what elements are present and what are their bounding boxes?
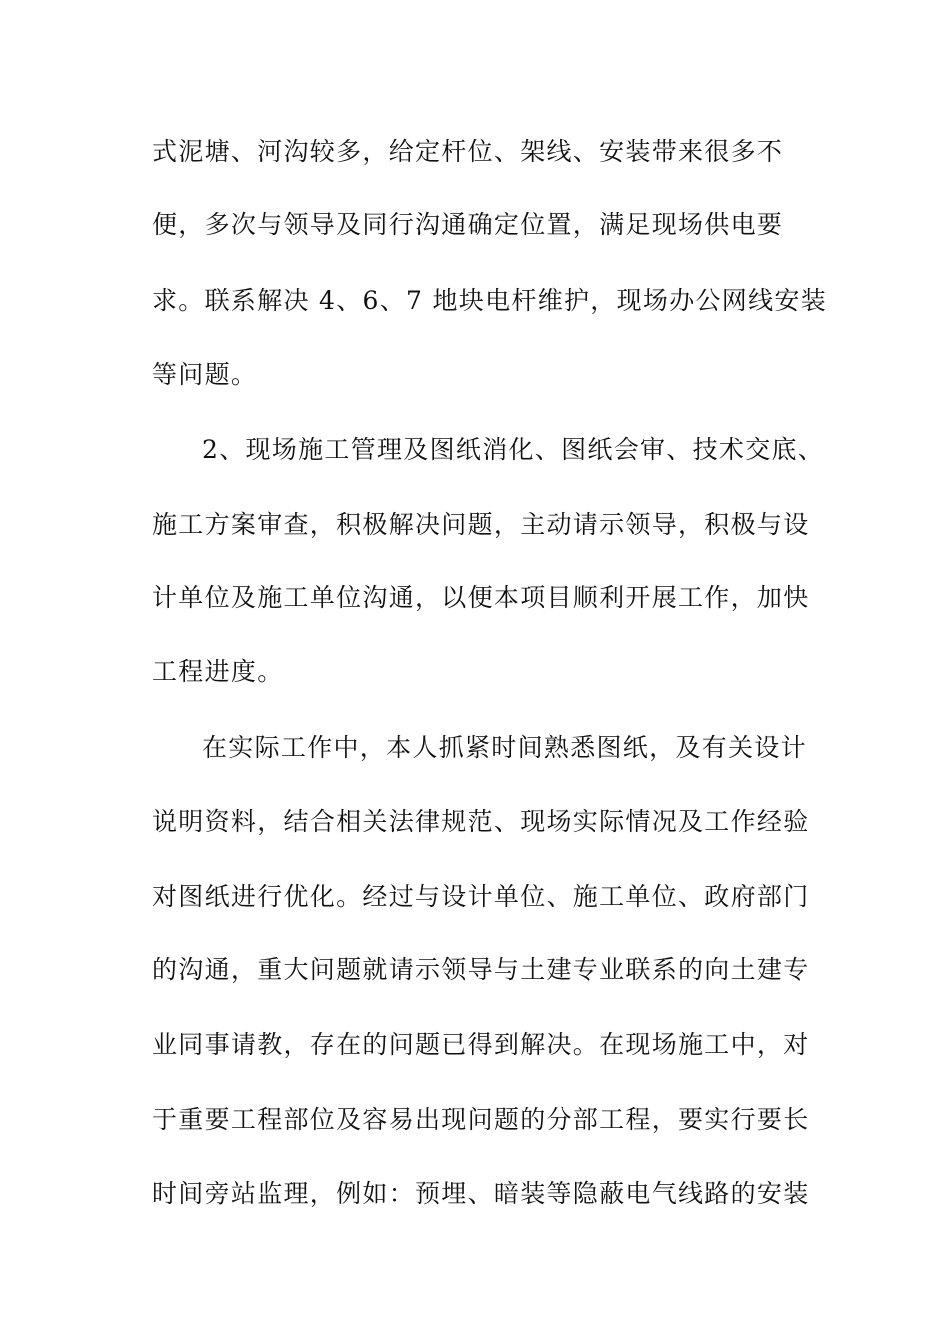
text-line-14: 于重要工程部位及容易出现问题的分部工程，要实行要长 [152,1105,810,1134]
text-line-10: 说明资料，结合相关法律规范、现场实际情况及工作经验 [152,807,810,836]
text-line-2: 便，多次与领导及同行沟通确定位置，满足现场供电要 [152,210,784,239]
text-line-15: 时间旁站监理，例如：预埋、暗装等隐蔽电气线路的安装 [152,1179,810,1208]
text-line-11: 对图纸进行优化。经过与设计单位、施工单位、政府部门 [152,882,810,911]
text-line-4: 等问题。 [152,360,258,389]
text-line-1: 式泥塘、河沟较多，给定杆位、架线、安装带来很多不 [152,137,784,166]
text-line-12: 的沟通，重大问题就请示领导与土建专业联系的向土建专 [152,955,810,984]
paragraph-2-first-line: 2、现场施工管理及图纸消化、图纸会审、技术交底、 [202,435,825,464]
text-line-3: 求。联系解决 4、6、7 地块电杆维护，现场办公网线安装 [152,286,828,315]
paragraph-3-first-line: 在实际工作中，本人抓紧时间熟悉图纸，及有关设计 [202,733,807,762]
text-line-13: 业同事请教，存在的问题已得到解决。在现场施工中，对 [152,1030,810,1059]
text-line-6: 施工方案审查，积极解决问题，主动请示领导，积极与设 [152,510,810,539]
text-line-8: 工程进度。 [152,657,284,686]
text-line-7: 计单位及施工单位沟通，以便本项目顺利开展工作，加快 [152,583,810,612]
